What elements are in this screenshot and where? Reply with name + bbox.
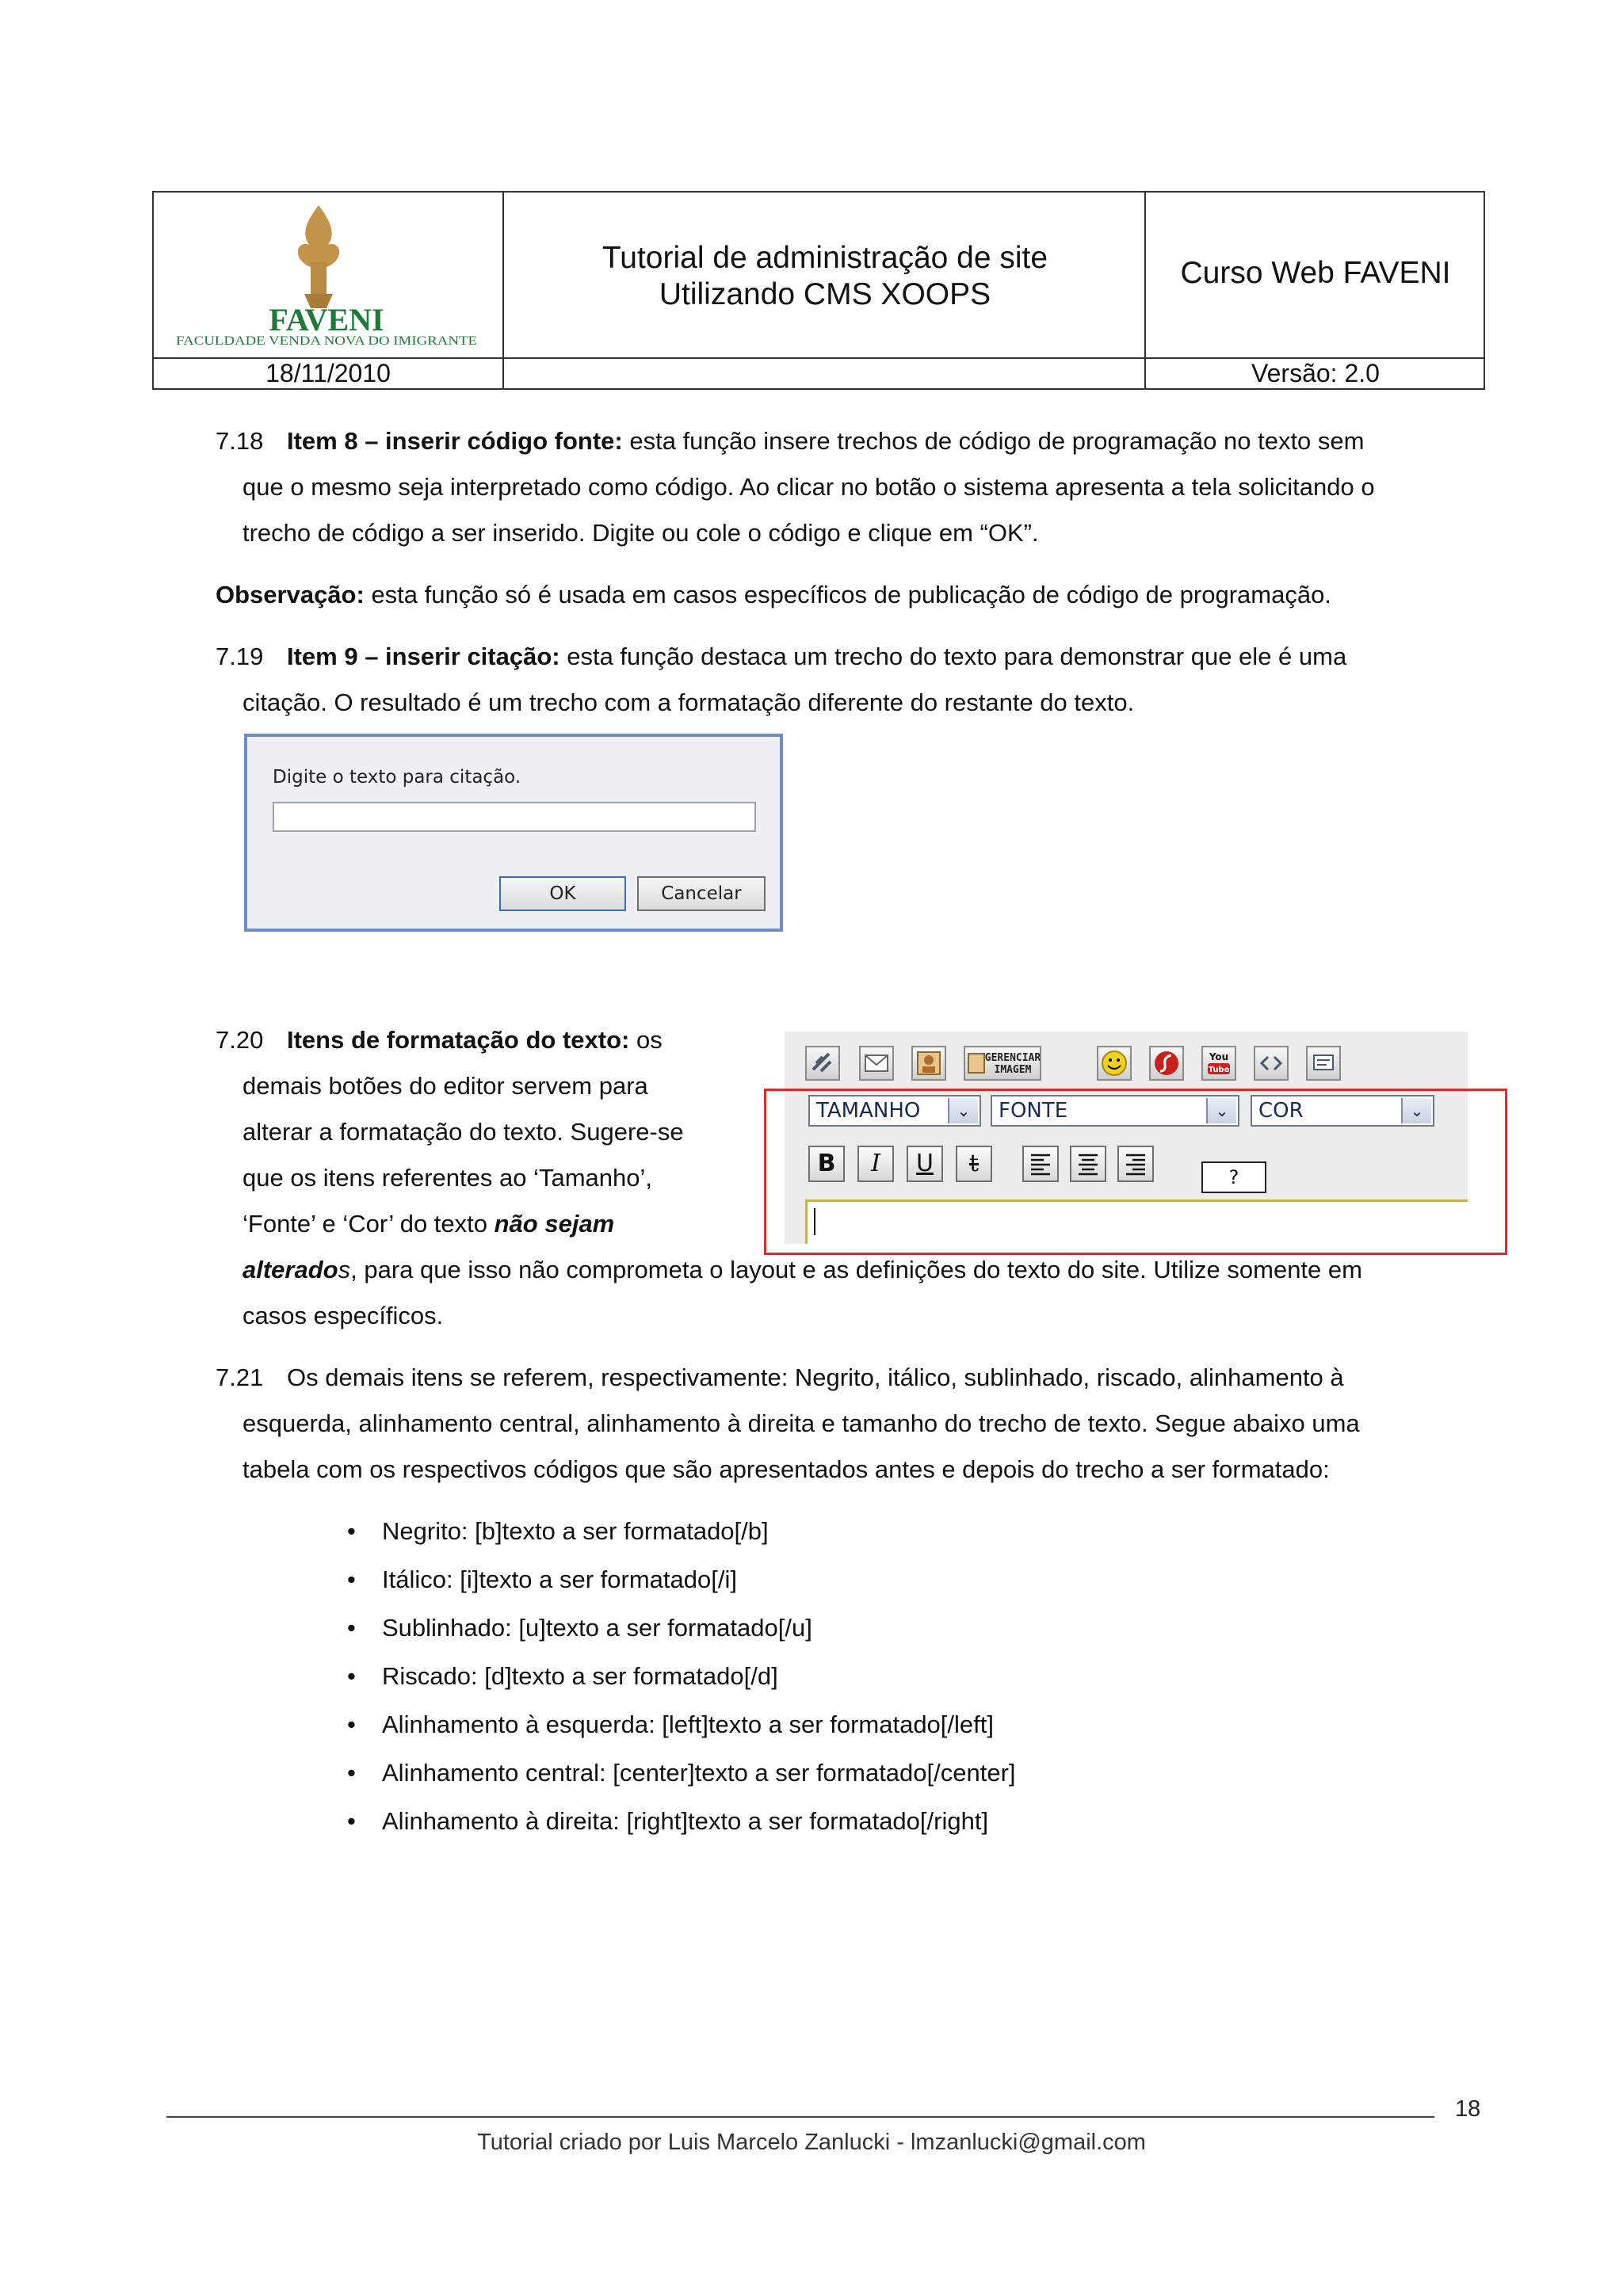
section-heading: Itens de formatação do texto:: [287, 1026, 630, 1054]
document-title: [504, 240, 1146, 313]
list-item-text: Sublinhado: [u]texto a ser formatado[/u]: [382, 1614, 812, 1642]
image-icon[interactable]: [911, 1046, 946, 1081]
list-item: [347, 1759, 1016, 1787]
section-number: 7.21: [216, 1363, 264, 1391]
section-text: que os itens referentes ao ‘Tamanho’,: [242, 1164, 652, 1192]
bullet-icon: •: [347, 1517, 356, 1545]
svg-text:FACULDADE VENDA NOVA DO IMIGRA: FACULDADE VENDA NOVA DO IMIGRANTE: [176, 334, 477, 348]
youtube-top: You: [1209, 1051, 1229, 1062]
smiley-icon[interactable]: [1097, 1046, 1132, 1081]
size-select-value: TAMANHO: [816, 1099, 921, 1123]
section-text: esquerda, alinhamento central, alinhamento à direita e tamanho do trecho de texto. Segue abaixo uma: [242, 1409, 1360, 1437]
section-number: 7.20: [216, 1026, 264, 1054]
bullet-icon: •: [347, 1711, 356, 1738]
citation-dialog: [244, 734, 783, 932]
dialog-prompt: Digite o texto para citação.: [273, 767, 521, 788]
section-text: demais botões do editor servem para: [242, 1072, 648, 1100]
cancel-button[interactable]: Cancelar: [637, 876, 766, 911]
section-text: citação. O resultado é um trecho com a formatação diferente do restante do texto.: [242, 688, 1135, 716]
faveni-logo: [168, 197, 485, 348]
footer-divider: [166, 2116, 1434, 2118]
chevron-down-icon: ⌄: [1206, 1098, 1236, 1123]
emphasis-text: s: [338, 1256, 351, 1283]
citation-input[interactable]: [273, 802, 756, 832]
section-7-21: [216, 1355, 1344, 1401]
italic-button[interactable]: I: [857, 1146, 894, 1182]
list-item-text: Riscado: [d]texto a ser formatado[/d]: [382, 1662, 778, 1690]
section-text: os: [629, 1026, 663, 1054]
section-text-line: [242, 1201, 614, 1247]
gerenciar-label: GERENCIAR: [984, 1052, 1040, 1064]
quote-icon[interactable]: [1306, 1046, 1341, 1081]
flash-icon[interactable]: [1149, 1046, 1184, 1081]
emphasis-text: alterado: [242, 1256, 338, 1283]
observation-text: esta função só é usada em casos específicos de publicação de código de programação.: [364, 581, 1331, 608]
code-icon[interactable]: [1254, 1046, 1289, 1081]
highlight-rectangle: [764, 1089, 1507, 1255]
section-7-19: [216, 634, 1346, 680]
footer-credit: Tutorial criado por Luis Marcelo Zanlucki - lmzanlucki@gmail.com: [477, 2130, 1146, 2155]
section-text: trecho de código a ser inserido. Digite ou cole o código e clique em “OK”.: [242, 519, 1039, 547]
imagem-label: IMAGEM: [994, 1064, 1032, 1076]
document-date: 18/11/2010: [265, 359, 391, 387]
section-text: Os demais itens se referem, respectivamente: Negrito, itálico, sublinhado, riscado, alinhamento à: [287, 1363, 1344, 1391]
list-item: [347, 1517, 769, 1546]
title-line: Utilizando CMS XOOPS: [659, 277, 991, 311]
ok-button[interactable]: OK: [499, 876, 626, 911]
svg-text:FAVENI: FAVENI: [269, 302, 384, 338]
bullet-icon: •: [347, 1662, 356, 1690]
document-version: Versão: 2.0: [1251, 359, 1380, 387]
section-text: esta função destaca um trecho do texto para demonstrar que ele é uma: [559, 643, 1347, 670]
strike-button[interactable]: t: [956, 1146, 992, 1182]
list-item: [347, 1711, 994, 1739]
section-text: esta função insere trechos de código de programação no texto sem: [622, 427, 1365, 455]
torch-icon: [168, 197, 485, 348]
manage-image-button[interactable]: [964, 1046, 1041, 1081]
observation-paragraph: [216, 572, 1331, 618]
page-number: 18: [1455, 2096, 1481, 2122]
section-text: casos específicos.: [242, 1302, 444, 1329]
section-number: 7.19: [216, 643, 264, 670]
list-item-text: Itálico: [i]texto a ser formatado[/i]: [382, 1566, 737, 1593]
email-icon[interactable]: [859, 1046, 894, 1081]
section-number: 7.18: [216, 427, 264, 455]
bullet-icon: •: [347, 1614, 356, 1642]
chevron-down-icon: ⌄: [948, 1098, 978, 1123]
color-select-value: COR: [1258, 1099, 1304, 1123]
help-button[interactable]: ?: [1201, 1161, 1266, 1193]
list-item: [347, 1566, 737, 1594]
font-select-value: FONTE: [999, 1099, 1068, 1123]
list-item-text: Alinhamento à direita: [right]texto a ser formatado[/right]: [382, 1807, 989, 1835]
bullet-icon: •: [347, 1566, 356, 1593]
youtube-bottom: Tube: [1208, 1066, 1230, 1074]
list-item: [347, 1807, 989, 1836]
list-item-text: Alinhamento à esquerda: [left]texto a ser formatado[/left]: [382, 1711, 994, 1738]
section-text: tabela com os respectivos códigos que são apresentados antes e depois do trecho a ser formatado:: [242, 1455, 1330, 1483]
section-text: ‘Fonte’ e ‘Cor’ do texto: [242, 1210, 495, 1238]
title-line: Tutorial de administração de site: [601, 241, 1048, 275]
section-text: alterar a formatação do texto. Sugere-se: [242, 1118, 684, 1146]
youtube-icon[interactable]: [1201, 1046, 1236, 1081]
bold-button[interactable]: B: [808, 1146, 845, 1182]
bullet-icon: •: [347, 1807, 356, 1835]
list-item-text: Alinhamento central: [center]texto a ser formatado[/center]: [382, 1759, 1016, 1787]
header-table: [152, 191, 1485, 390]
section-heading: Item 8 – inserir código fonte:: [287, 427, 623, 455]
section-heading: Item 9 – inserir citação:: [287, 643, 560, 670]
bullet-icon: •: [347, 1759, 356, 1787]
observation-label: Observação:: [216, 581, 365, 608]
section-7-18: [216, 418, 1364, 464]
underline-button[interactable]: U: [907, 1146, 943, 1182]
emphasis-text: não sejam: [494, 1210, 615, 1238]
link-icon[interactable]: [805, 1046, 840, 1081]
chevron-down-icon: ⌄: [1401, 1098, 1431, 1123]
section-text: , para que isso não comprometa o layout e as definições do texto do site. Utilize somente em: [350, 1256, 1362, 1283]
list-item: [347, 1662, 778, 1691]
list-item: [347, 1614, 812, 1642]
list-item-text: Negrito: [b]texto a ser formatado[/b]: [382, 1517, 769, 1545]
section-7-20: [216, 1017, 663, 1063]
course-name: Curso Web FAVENI: [1180, 256, 1451, 290]
section-text: que o mesmo seja interpretado como código. Ao clicar no botão o sistema apresenta a tela solicitando o: [242, 473, 1375, 501]
